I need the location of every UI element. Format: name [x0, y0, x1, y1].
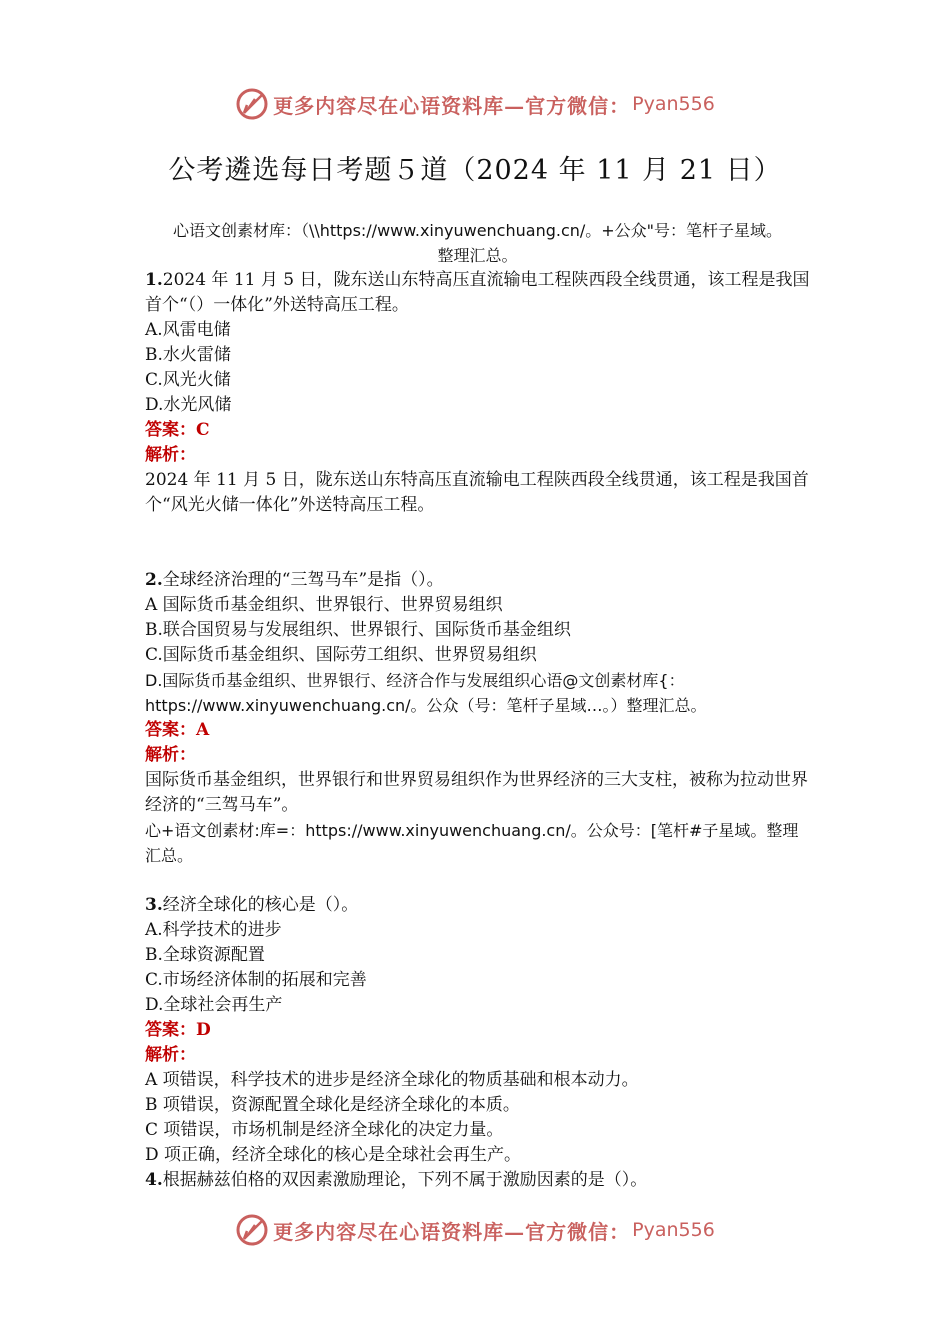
question-stem — [145, 568, 810, 593]
option: D.水光风储 — [145, 395, 232, 415]
option: B.全球资源配置 — [145, 945, 265, 965]
question-number: 4. — [145, 1170, 163, 1190]
answer-label: 答案：D — [145, 1020, 211, 1040]
question-stem — [145, 1168, 810, 1193]
quill-logo-icon — [235, 1213, 269, 1247]
header-banner — [0, 82, 950, 126]
option: B.水火雷储 — [145, 345, 231, 365]
option: A.科学技术的进步 — [145, 920, 282, 940]
analysis-text: C 项错误，市场机制是经济全球化的决定力量。 — [145, 1120, 504, 1140]
banner-text: 更多内容尽在心语资料库—官方微信： — [273, 93, 631, 118]
quill-logo-icon — [235, 87, 269, 121]
banner-wechat-id: Pyan556 — [632, 1219, 715, 1241]
question-stem — [145, 893, 810, 918]
option: C.市场经济体制的拓展和完善 — [145, 970, 367, 990]
source-line-1: 心语文创素材库：（\\https://www.xinyuwenchuang.cn/。+公众"号：笔杆子星域。 — [172, 221, 783, 240]
question-stem — [145, 268, 810, 318]
analysis-label: 解析： — [145, 745, 196, 765]
question-text: 经济全球化的核心是（）。 — [162, 895, 359, 915]
question-text: 根据赫兹伯格的双因素激励理论，下列不属于激励因素的是（）。 — [162, 1170, 648, 1190]
analysis-text: 国际货币基金组织，世界银行和世界贸易组织作为世界经济的三大支柱，被称为拉动世界经济的“三驾马车”。 — [145, 770, 808, 815]
analysis-label: 解析： — [145, 445, 196, 465]
questions-content — [145, 268, 810, 1193]
option: C.国际货币基金组织、国际劳工组织、世界贸易组织 — [145, 645, 537, 665]
option: C.风光火储 — [145, 370, 231, 390]
answer-label: 答案：C — [145, 420, 210, 440]
question-text: 全球经济治理的“三驾马车”是指（）。 — [162, 570, 444, 590]
analysis-text: 2024 年 11 月 5 日，陇东送山东特高压直流输电工程陕西段全线贯通，该工程是我国首个“风光火储一体化”外送特高压工程。 — [145, 470, 809, 515]
question-number: 2. — [145, 570, 163, 590]
page-title: 公考遴选每日考题５道（2024 年 11 月 21 日） — [168, 155, 782, 186]
banner-wechat-id: Pyan556 — [632, 93, 715, 115]
question-number: 3. — [145, 895, 163, 915]
answer-label: 答案：A — [145, 720, 210, 740]
spacer — [145, 518, 810, 568]
option: B.联合国贸易与发展组织、世界银行、国际货币基金组织 — [145, 620, 571, 640]
footer-banner — [0, 1208, 950, 1252]
analysis-label: 解析： — [145, 1045, 196, 1065]
analysis-text: B 项错误，资源配置全球化是经济全球化的本质。 — [145, 1095, 520, 1115]
option: D.全球社会再生产 — [145, 995, 283, 1015]
analysis-text: D 项正确，经济全球化的核心是全球社会再生产。 — [145, 1145, 522, 1165]
source-note — [145, 218, 810, 268]
spacer — [145, 868, 810, 893]
banner-text: 更多内容尽在心语资料库—官方微信： — [273, 1219, 631, 1244]
option: D.国际货币基金组织、世界银行、经济合作与发展组织心语@文创素材库{：https://www.xinyuwenchuang.cn/。公众（号：笔杆子星域…。）整理汇总。 — [145, 671, 707, 715]
source-line-2: 整理汇总。 — [437, 246, 518, 265]
question-text: 2024 年 11 月 5 日，陇东送山东特高压直流输电工程陕西段全线贯通，该工程是我国首个“（）一体化”外送特高压工程。 — [145, 270, 810, 315]
question-number: 1. — [145, 270, 163, 290]
watermark-text: 心+语文创素材:库=：https://www.xinyuwenchuang.cn/。公众号：[笔杆#子星域。整理汇总。 — [145, 821, 799, 865]
analysis-text: A 项错误，科学技术的进步是经济全球化的物质基础和根本动力。 — [145, 1070, 639, 1090]
option: A 国际货币基金组织、世界银行、世界贸易组织 — [145, 595, 503, 615]
option: A.风雷电储 — [145, 320, 231, 340]
